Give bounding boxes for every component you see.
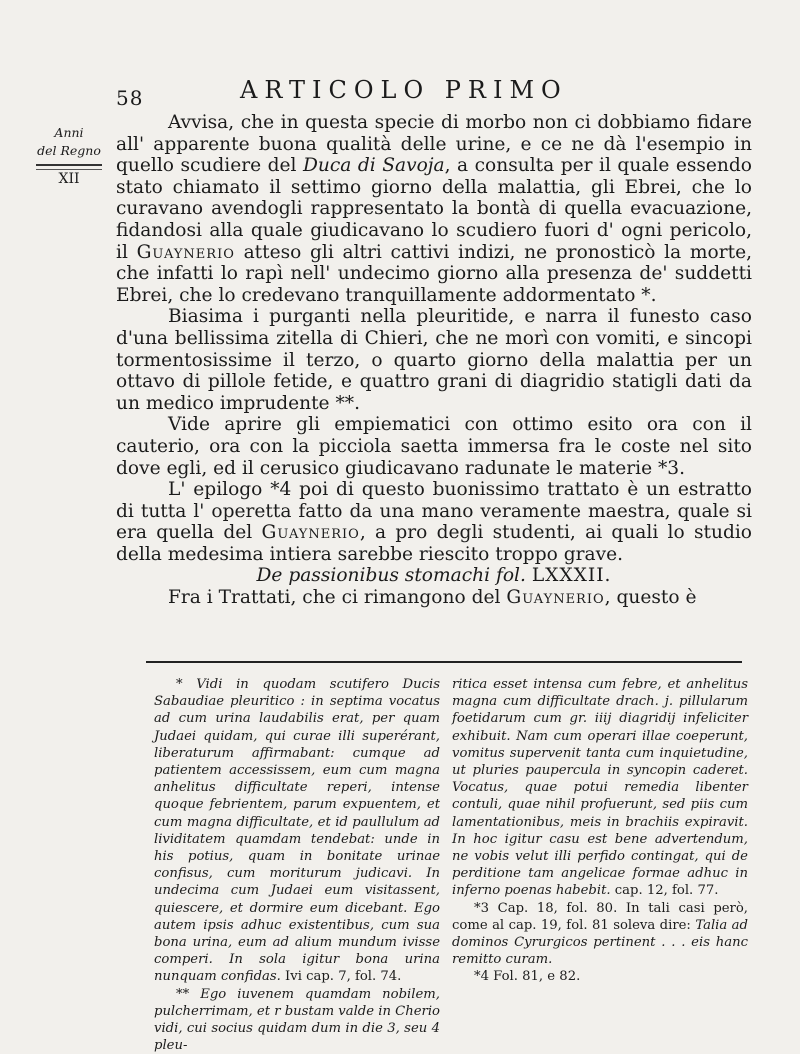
duke-of-savoy: Duca di Savoja bbox=[303, 155, 445, 177]
author-name: Guaynerio bbox=[506, 587, 605, 609]
footnote-2-start: ** Ego iuvenem quamdam nobilem, pulcherrimam, et r bustam valde in Cherio vidi, cui socius quidam dum in die 3, seu 4 pleu- bbox=[154, 986, 440, 1054]
footnote-3-text: *3 Cap. 18, fol. 80. In tali casi però, come al cap. 19, fol. 81 soleva dire: bbox=[452, 900, 748, 933]
paragraph-5 bbox=[116, 587, 752, 609]
paragraph-5-text-a: Fra i Trattati, che ci rimangono del bbox=[168, 587, 507, 609]
paragraph-1-text-a: Avvisa, che in questa specie di morbo non ci dobbiamo fidare all' apparente buona qualità delle urine, e ce ne dà l'esempio in quello scudiere del bbox=[116, 112, 752, 177]
footnotes-left-column bbox=[154, 676, 440, 1054]
paragraph-1 bbox=[116, 112, 752, 306]
page-number: 58 bbox=[116, 86, 144, 110]
footnote-1-reference: Ivi cap. 7, fol. 74. bbox=[285, 969, 402, 985]
margin-note-line1: Anni bbox=[54, 125, 84, 140]
section-heading-folio: LXXXII. bbox=[531, 565, 612, 587]
paragraph-4-text-a: L' epilogo *4 poi di questo buonissimo trattato è un estratto di tutta l' operetta fatto da una mano veramente maestra, quale si era quella del bbox=[116, 479, 752, 544]
paragraph-5-text-b: , questo è bbox=[604, 587, 697, 609]
footnote-2-reference: cap. 12, fol. 77. bbox=[614, 883, 719, 899]
author-name: Guaynerio bbox=[261, 522, 360, 544]
paragraph-4-text-b: , a pro degli studenti, ai quali lo studio della medesima intiera sarebbe riescito troppo grave. bbox=[116, 522, 752, 565]
paragraph-3: Vide aprire gli empiematici con ottimo esito ora con il cauterio, ora con la picciola saetta immersa fra le coste nel sito dove egli, ed il cerusico giudicavano radunate le materie *3. bbox=[116, 414, 752, 479]
margin-note-line2: del Regno bbox=[37, 143, 101, 158]
footnote-3 bbox=[452, 900, 748, 969]
main-text bbox=[116, 112, 752, 609]
footnote-3-quote: Talia ad dominos Cyrurgicos pertinent . . . eis hanc remitto curam. bbox=[452, 917, 748, 968]
paragraph-1-text-b: , a consulta per il quale essendo stato chiamato il settimo giorno della malattia, gli Ebrei, che lo curavano avendogli rappresentato la bontà di quella evacuazione, fidandosi alla quale giudicavano lo scudiero fuori d' ogni pericolo, il bbox=[116, 155, 752, 263]
footnote-1-text: * Vidi in quodam scutifero Ducis Sabaudiae pleuritico : in septima vocatus ad cum urina laudabilis erat, per quam Judaei quidam, qui curae illi superérant, liberaturum affirmabant: cumque ad patientem accessissem, eum cum magna anhelitus difficultate reperi, intense quoque febrientem, parum expuentem, et cum magna difficultate, et id paullulum ad lividitatem quamdam tendebat: unde in his potius, quam in bonitate urinae confisus, cum moriturum judicavi. In undecima cum Judaei eum visitassent, quiescere, et dormire eum dicebant. Ego autem ipsis adhuc existentibus, cum sua bona urina, eum ad alium mundum ivisse comperi. In sola igitur bona urina nunquam confidas. bbox=[154, 677, 440, 985]
footnotes-right-column bbox=[452, 676, 748, 986]
running-title: ARTICOLO PRIMO bbox=[240, 76, 568, 104]
section-heading bbox=[116, 565, 752, 587]
section-heading-title: De passionibus stomachi fol. bbox=[256, 565, 532, 587]
footnote-divider bbox=[146, 661, 742, 663]
paragraph-2: Biasima i purganti nella pleuritide, e narra il funesto caso d'una bellissima zitella di Chieri, che ne morì con vomiti, e sincopi tormentosissime il terzo, o quarto giorno della malattia per un ottavo di pillole fetide, e quattro grani di diagridio statigli dati da un medico imprudente **. bbox=[116, 306, 752, 414]
margin-note-reign: XII bbox=[58, 171, 80, 187]
paragraph-1-text-c: atteso gli altri cattivi indizi, ne pronosticò la morte, che infatti lo rapì nell' undecimo giorno alla presenza de' suddetti Ebrei, che lo credevano tranquillamente addormentato *. bbox=[116, 241, 752, 306]
footnote-4: *4 Fol. 81, e 82. bbox=[474, 969, 581, 985]
footnote-1 bbox=[154, 676, 440, 986]
author-name: Guaynerio bbox=[136, 241, 235, 263]
footnote-2-text: ritica esset intensa cum febre, et anhelitus magna cum difficultate drach. j. pillularum foetidarum cum gr. iiij diagridij infeliciter exhibuit. Nam cum operari illae coeperunt, vomitus supervenit tanta cum inquietudine, ut pluries paupercula in syncopin caderet. Vocatus, quae potui remedia libenter contuli, quae nihil profuerunt, sed piis cum lamentationibus, meis in brachiis expiravit. In hoc igitur casu est bene advertendum, ne vobis velut illi perfido contingat, qui de perditione tam angelicae formae adhuc in inferno poenas habebit. bbox=[452, 677, 748, 899]
paragraph-4 bbox=[116, 479, 752, 565]
footnote-2-continued bbox=[452, 676, 748, 900]
margin-note bbox=[26, 124, 112, 188]
